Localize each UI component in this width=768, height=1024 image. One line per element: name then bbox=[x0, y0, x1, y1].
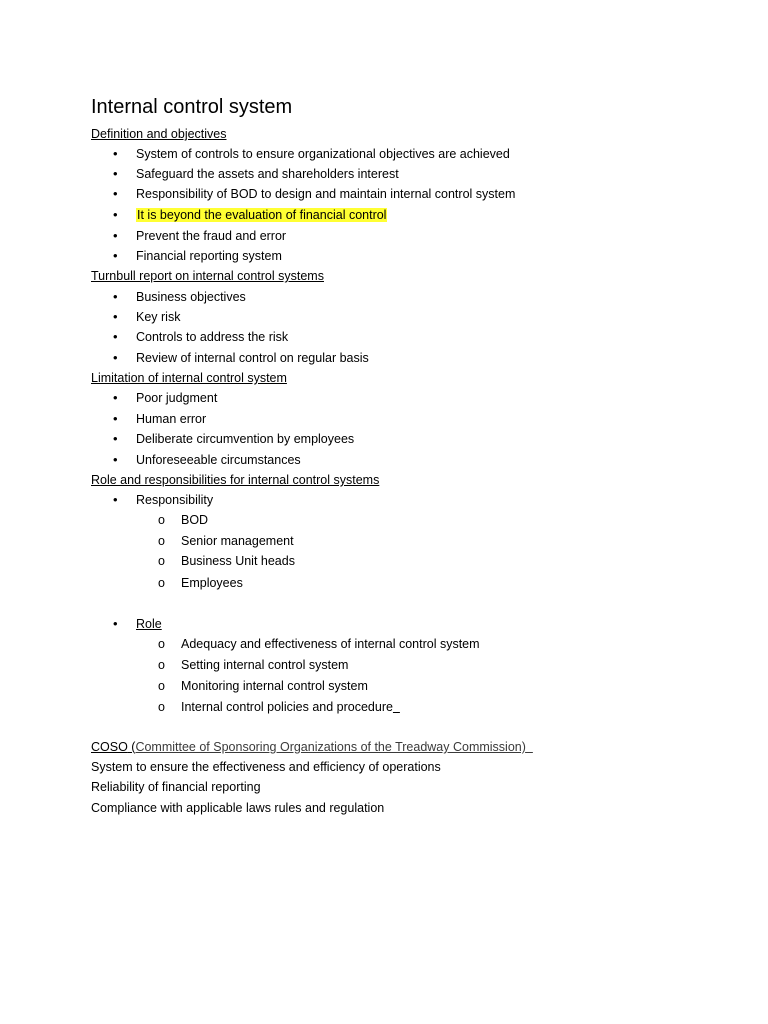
list-item: Prevent the fraud and error bbox=[136, 229, 287, 243]
list-item: System of controls to ensure organizational objectives are achieved bbox=[136, 147, 510, 161]
bullet-icon: • bbox=[113, 390, 118, 405]
list-item: Responsibility of BOD to design and maintain internal control system bbox=[136, 187, 516, 201]
bullet-icon: • bbox=[113, 186, 118, 201]
coso-heading bbox=[91, 738, 533, 756]
list-item: Deliberate circumvention by employees bbox=[136, 432, 355, 446]
list-item: Unforeseeable circumstances bbox=[136, 453, 301, 467]
bullet-icon: • bbox=[113, 492, 118, 507]
bullet-icon: • bbox=[113, 616, 118, 631]
sub-bullet-icon: o bbox=[158, 513, 165, 527]
trailing-underline bbox=[393, 700, 400, 714]
sub-list-item: Business Unit heads bbox=[181, 554, 295, 568]
bullet-icon: • bbox=[113, 431, 118, 446]
section-heading-turnbull: Turnbull report on internal control systems bbox=[91, 269, 324, 283]
sub-list-item: Monitoring internal control system bbox=[181, 679, 368, 693]
sub-list-item: BOD bbox=[181, 513, 209, 527]
section-heading-definition: Definition and objectives bbox=[91, 127, 227, 141]
sub-list-item bbox=[181, 698, 400, 716]
sub-bullet-icon: o bbox=[158, 679, 165, 693]
sub-bullet-icon: o bbox=[158, 576, 165, 590]
coso-full-name: Committee of Sponsoring Organizations of the Treadway Commission) bbox=[135, 740, 526, 754]
section-heading-limitation: Limitation of internal control system bbox=[91, 371, 287, 385]
bullet-icon: • bbox=[113, 411, 118, 426]
sub-list-item: Employees bbox=[181, 576, 243, 590]
document-title: Internal control system bbox=[91, 96, 293, 118]
sub-list-item: Setting internal control system bbox=[181, 658, 349, 672]
sub-bullet-icon: o bbox=[158, 658, 165, 672]
bullet-icon: • bbox=[113, 248, 118, 263]
sub-bullet-icon: o bbox=[158, 637, 165, 651]
list-item: Financial reporting system bbox=[136, 249, 282, 263]
sub-list-item-text: Internal control policies and procedure bbox=[181, 700, 393, 714]
list-item-highlighted bbox=[136, 206, 387, 224]
coso-open-paren: ( bbox=[127, 740, 136, 754]
sub-list-item: Senior management bbox=[181, 534, 294, 548]
bullet-icon: • bbox=[113, 207, 118, 222]
coso-objective: Reliability of financial reporting bbox=[91, 780, 261, 794]
list-item-responsibility: Responsibility bbox=[136, 493, 214, 507]
list-item-role: Role bbox=[136, 617, 162, 631]
bullet-icon: • bbox=[113, 166, 118, 181]
list-item: Safeguard the assets and shareholders interest bbox=[136, 167, 399, 181]
list-item: Poor judgment bbox=[136, 391, 218, 405]
sub-bullet-icon: o bbox=[158, 534, 165, 548]
list-item: Key risk bbox=[136, 310, 181, 324]
bullet-icon: • bbox=[113, 146, 118, 161]
bullet-icon: • bbox=[113, 289, 118, 304]
coso-objective: System to ensure the effectiveness and efficiency of operations bbox=[91, 760, 441, 774]
coso-objective: Compliance with applicable laws rules and regulation bbox=[91, 801, 385, 815]
coso-label: COSO bbox=[91, 740, 128, 754]
sub-bullet-icon: o bbox=[158, 554, 165, 568]
bullet-icon: • bbox=[113, 309, 118, 324]
list-item: Business objectives bbox=[136, 290, 246, 304]
list-item: Controls to address the risk bbox=[136, 330, 289, 344]
bullet-icon: • bbox=[113, 329, 118, 344]
sub-bullet-icon: o bbox=[158, 700, 165, 714]
list-item: Review of internal control on regular basis bbox=[136, 351, 369, 365]
highlighted-text: It is beyond the evaluation of financial control bbox=[137, 208, 387, 222]
bullet-icon: • bbox=[113, 452, 118, 467]
list-item: Human error bbox=[136, 412, 207, 426]
trailing-underline bbox=[526, 740, 533, 754]
section-heading-roles: Role and responsibilities for internal control systems bbox=[91, 473, 380, 487]
sub-list-item: Adequacy and effectiveness of internal control system bbox=[181, 637, 480, 651]
bullet-icon: • bbox=[113, 228, 118, 243]
bullet-icon: • bbox=[113, 350, 118, 365]
